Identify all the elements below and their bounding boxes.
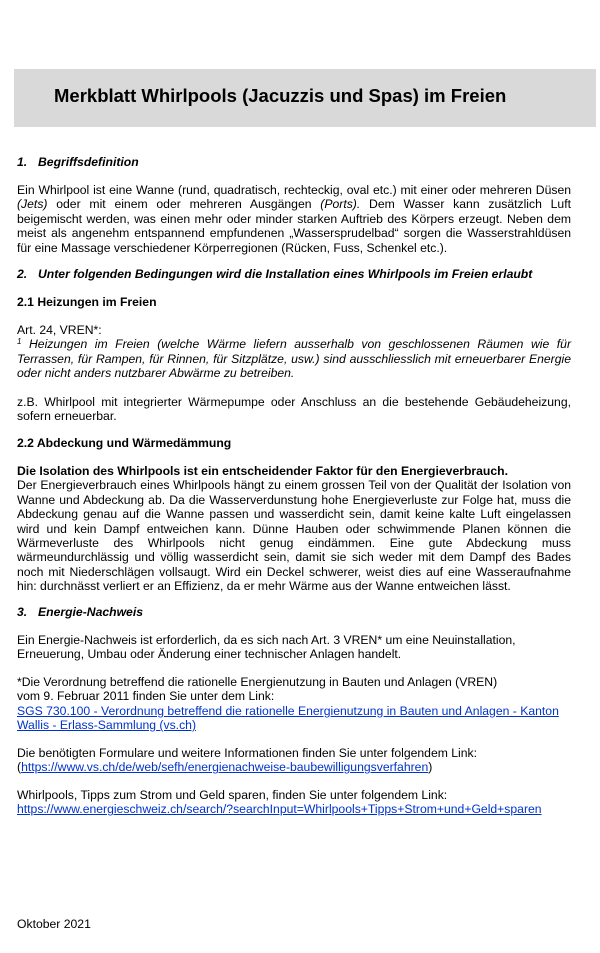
section-3-heading: 3. Energie-Nachweis <box>17 605 143 619</box>
section-3-paragraph-2: *Die Verordnung betreffend die rationelle Energienutzung in Bauten und Anlagen (VREN) vom 9. Februar 2011 finden Sie unter dem Link: SGS 730.100 - Verordnung betreffend die rationelle Energienutzung in Bauten und Anlagen - Kanton Wallis - Erlass-Sammlung (vs.ch) <box>17 675 571 733</box>
section-2-1-quote: Art. 24, VREN*: $^1$ Heizungen im Freien (welche Wärme liefern ausserhalb von geschlossenen Räumen wie für Terrassen, für Rampen, für Rinnen, für Sitzplätze, usw.) sind ausschliesslich mit erneuerbarer Energie oder nicht anders nutzbarer Abwärme zu betreiben. <box>17 323 571 381</box>
section-1-heading: 1. Begriffsdefinition <box>17 155 139 169</box>
energieschweiz-link[interactable]: https://www.energieschweiz.ch/search/?searchInput=Whirlpools+Tipps+Strom+und+Geld+sparen <box>17 802 542 817</box>
section-2-1-example: z.B. Whirlpool mit integrierter Wärmepumpe oder Anschluss an die bestehende Gebäudeheizung, sofern erneuerbar. <box>17 395 571 424</box>
section-3-paragraph-3: Die benötigten Formulare und weitere Informationen finden Sie unter folgendem Link: (https://www.vs.ch/de/web/sefh/energienachweise-baubewilligungsverfahren) <box>17 746 478 775</box>
document-title: Merkblatt Whirlpools (Jacuzzis und Spas) im Freien <box>54 85 507 106</box>
section-2-2-paragraph: Die Isolation des Whirlpools ist ein entscheidender Faktor für den Energieverbrauch. Der Energieverbrauch eines Whirlpools hängt zu einem grossen Teil von der Qualität der Isolation von Wanne und Abdeckung ab. Da die Wasserverdunstung hohe Energieverluste zur Folge hat, muss die Abdeckung genau auf die Wanne passen und wasserdicht sein, damit keine kalte Luft eingelassen wird und kein Dampf entweichen kann. Dünne Hauben oder schwimmende Planen können die Wärmeverluste des Whirlpools nicht genug eindämmen. Eine gute Abdeckung muss wärmeundurchlässig und völlig wasserdicht sein, damit sie sich weder mit dem Dampf des Bades noch mit Niederschlägen vollsaugt. Wird ein Deckel schwerer, weist dies auf eine Wasseraufnahme hin: durchnässt verliert er an Effizienz, da er mehr Wärme aus der Wanne entweichen lässt. <box>17 464 571 594</box>
section-2-heading: 2. Unter folgenden Bedingungen wird die Installation eines Whirlpools im Freien erlaubt <box>17 267 533 281</box>
section-1-line-2: (Jets) oder mit einem oder mehreren Ausgängen (Ports). Dem Wasser kann zusätzlich Luft <box>17 197 571 212</box>
section-3-paragraph-4: Whirlpools, Tipps zum Strom und Geld sparen, finden Sie unter folgendem Link: https://www.energieschweiz.ch/search/?searchInput=Whirlpools+Tipps+Strom+und+Geld+sparen <box>17 788 571 817</box>
section-1-paragraph: Ein Whirlpool ist eine Wanne (rund, quadratisch, rechteckig, oval etc.) mit einer oder mehreren Düsen (Jets) oder mit einem oder mehreren Ausgängen (Ports). Dem Wasser kann zusätzlich Luft beigemischt werden, was einen mehr oder minder starken Auftrieb des Körpers erzeugt. Neben dem meist als angenehm entspannend empfundenen „Wassersprudelbad“ sorgen die Wasserstrahldüsen für eine Massage verschiedener Körperregionen (Rücken, Fuss, Schenkel etc.). <box>17 183 571 255</box>
section-2-1-heading: 2.1 Heizungen im Freien <box>17 295 157 309</box>
section-3-paragraph-1: Ein Energie-Nachweis ist erforderlich, da es sich nach Art. 3 VREN* um eine Neuinstallation, Erneuerung, Umbau oder Änderung einer technischer Anlagen handelt. <box>17 633 516 662</box>
forms-link[interactable]: https://www.vs.ch/de/web/sefh/energienachweise-baubewilligungsverfahren <box>21 760 429 775</box>
vren-link-continued[interactable]: Wallis - Erlass-Sammlung (vs.ch) <box>17 718 196 733</box>
footer-date: Oktober 2021 <box>17 917 91 931</box>
section-2-2-heading: 2.2 Abdeckung und Wärmedämmung <box>17 436 232 450</box>
vren-link[interactable]: SGS 730.100 - Verordnung betreffend die rationelle Energienutzung in Bauten und Anlagen - Kanton <box>17 703 559 718</box>
